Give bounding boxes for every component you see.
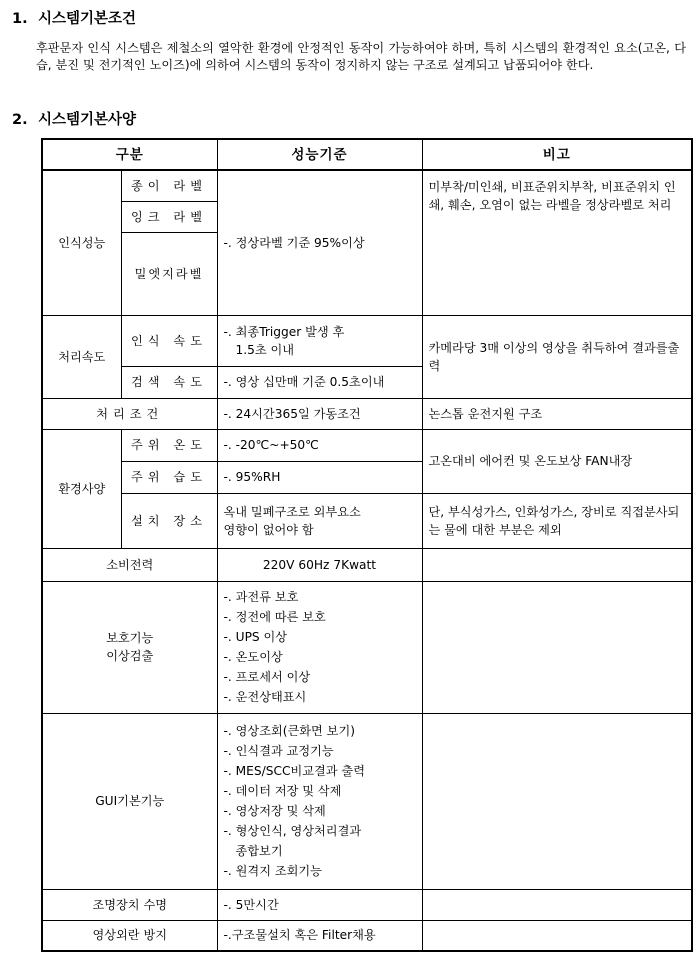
speed-sub-recognition: 인식 속도: [121, 315, 217, 366]
lighting-criteria: -. 5만시간: [217, 889, 422, 920]
section-2-heading: [12, 108, 136, 129]
recognition-criteria: -. 정상라벨 기준 95%이상: [217, 170, 422, 315]
section-1-paragraph: 후판문자 인식 시스템은 제철소의 열악한 환경에 안정적인 동작이 가능하여야 하며, 특히 시스템의 환경적인 요소(고온, 다습, 분진 및 전기적인 노이즈)에 의하여 시스템의 동작이 정지하지 않는 구조로 설계되고 납품되어야 한다.: [36, 41, 686, 72]
recognition-sub-ink: 잉크 라벨: [121, 201, 217, 232]
environment-remark-1: 고온대비 에어컨 및 온도보상 FAN내장: [422, 429, 692, 493]
list-item: -. 과전류 보호: [223, 590, 299, 604]
recognition-sub-paper: 종이 라벨: [121, 170, 217, 201]
list-item: -. 영상저장 및 삭제: [223, 804, 326, 818]
environment-install-line2: 영향이 없어야 함: [223, 522, 314, 537]
speed-criteria-2: -. 영상 십만매 기준 0.5초이내: [217, 366, 422, 398]
section-1-title: 시스템기본조건: [38, 11, 137, 27]
list-item: -. UPS 이상: [223, 630, 288, 644]
environment-group: 환경사양: [42, 429, 121, 548]
list-item: -. 인식결과 교정기능: [223, 744, 334, 758]
environment-sub-install: 설치 장소: [121, 493, 217, 548]
protection-items: [217, 581, 422, 713]
power-label: 소비전력: [42, 548, 217, 581]
speed-criteria-1-line1: -. 최종Trigger 발생 후: [223, 324, 345, 339]
list-item: 종합보기: [235, 844, 283, 858]
protection-label-line1: 보호기능: [106, 631, 154, 645]
environment-install: [217, 493, 422, 548]
table-header-row: [42, 139, 692, 170]
speed-criteria-1: [217, 315, 422, 366]
disturbance-criteria: -.구조물설치 혹은 Filter채용: [217, 920, 422, 951]
section-1-heading: [12, 7, 136, 28]
list-item: -. 데이터 저장 및 삭제: [223, 784, 342, 798]
section-2-number: 2.: [12, 112, 28, 128]
recognition-group: 인식성능: [42, 170, 121, 315]
table-row: [42, 315, 692, 366]
power-criteria: 220V 60Hz 7Kwatt: [217, 548, 422, 581]
header-criteria: 성능기준: [217, 139, 422, 170]
table-row: [42, 170, 692, 201]
recognition-sub-milledge: 밀엣지라벨: [121, 232, 217, 315]
table-row: [42, 398, 692, 429]
speed-sub-search: 검색 속도: [121, 366, 217, 398]
header-remarks: 비고: [422, 139, 692, 170]
lighting-label: 조명장치 수명: [42, 889, 217, 920]
speed-remark: 카메라당 3매 이상의 영상을 취득하여 결과를출력: [422, 315, 692, 398]
header-category: 구분: [42, 139, 217, 170]
environment-humidity: -. 95%RH: [217, 461, 422, 493]
environment-remark-2: 단, 부식성가스, 인화성가스, 장비로 직접분사되는 물에 대한 부분은 제외: [422, 493, 692, 548]
environment-install-line1: 옥내 밀폐구조로 외부요소: [223, 504, 361, 519]
table-row: [42, 581, 692, 713]
list-item: -. 영상조회(큰화면 보기): [223, 724, 355, 738]
list-item: -. MES/SCC비교결과 출력: [223, 764, 365, 778]
condition-remark: 논스톱 운전지원 구조: [422, 398, 692, 429]
list-item: -. 원격지 조회기능: [223, 864, 322, 878]
environment-temp: -. -20℃~+50℃: [217, 429, 422, 461]
table-row: [42, 920, 692, 951]
speed-criteria-1-line2: 1.5초 이내: [235, 342, 295, 357]
table-row: [42, 713, 692, 889]
list-item: -. 온도이상: [223, 650, 283, 664]
speed-group: 처리속도: [42, 315, 121, 398]
protection-label: [42, 581, 217, 713]
gui-items: [217, 713, 422, 889]
list-item: -. 프로세서 이상: [223, 670, 311, 684]
disturbance-label: 영상외란 방지: [42, 920, 217, 951]
section-1-number: 1.: [12, 11, 28, 27]
table-row: [42, 889, 692, 920]
lighting-remark: [422, 889, 692, 920]
environment-sub-humidity: 주위 습도: [121, 461, 217, 493]
table-row: [42, 429, 692, 461]
condition-label: 처리조건: [42, 398, 217, 429]
environment-sub-temp: 주위 온도: [121, 429, 217, 461]
power-remark: [422, 548, 692, 581]
disturbance-remark: [422, 920, 692, 951]
recognition-remark: 미부착/미인쇄, 비표준위치부착, 비표준위치 인쇄, 훼손, 오염이 없는 라벨을 정상라벨로 처리: [422, 170, 692, 315]
gui-remark: [422, 713, 692, 889]
list-item: -. 정전에 따른 보호: [223, 610, 326, 624]
list-item: -. 운전상태표시: [223, 690, 307, 704]
spec-table: [41, 138, 693, 952]
table-row: [42, 548, 692, 581]
table-row: [42, 493, 692, 548]
section-2-title: 시스템기본사양: [38, 112, 137, 128]
protection-remark: [422, 581, 692, 713]
list-item: -. 형상인식, 영상처리결과: [223, 824, 362, 838]
protection-label-line2: 이상검출: [106, 649, 154, 663]
gui-label: GUI기본기능: [42, 713, 217, 889]
condition-criteria: -. 24시간365일 가동조건: [217, 398, 422, 429]
